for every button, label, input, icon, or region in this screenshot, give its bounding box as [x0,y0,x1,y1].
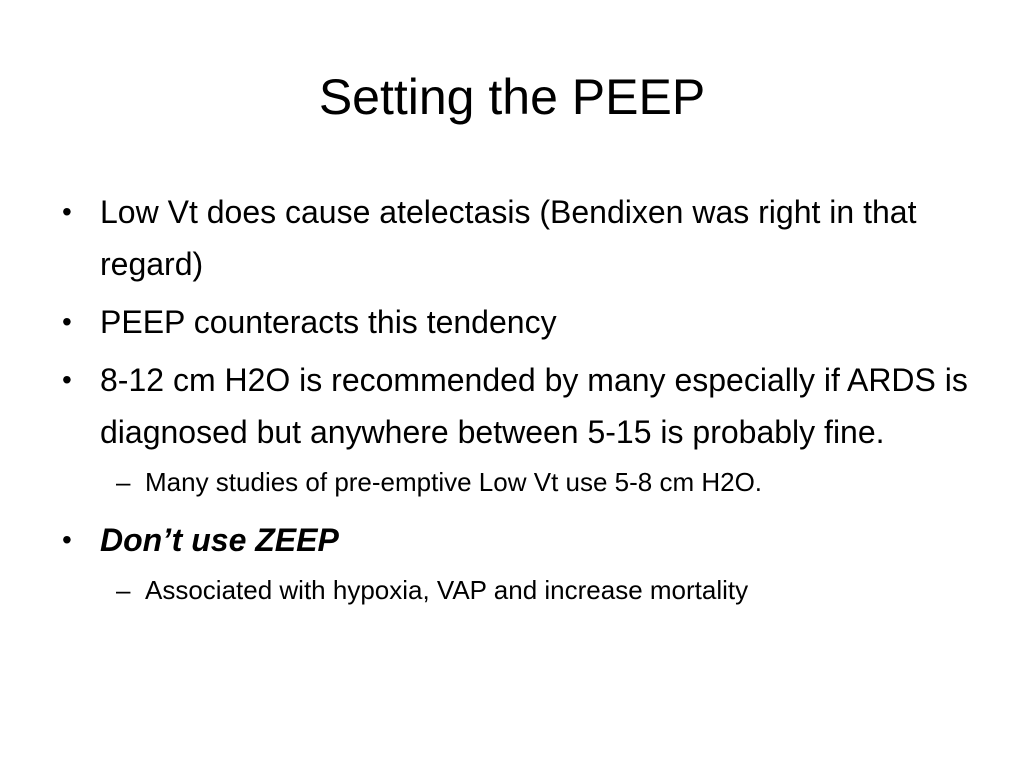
sub-bullet-associated [60,570,980,610]
sub-bullet-text: Many studies of pre-emptive Low Vt use 5-8 cm H2O. [145,467,763,497]
bullet-icon: • [62,524,72,555]
bullet-text: 8-12 cm H2O is recommended by many especially if ARDS is diagnosed but anywhere between 5-15 is probably fine. [100,362,968,450]
bullet-text: Low Vt does cause atelectasis (Bendixen was right in that regard) [100,194,917,282]
bullet-icon: • [62,364,72,395]
sub-bullet-studies [60,462,980,502]
bullet-list [60,186,980,622]
bullet-icon: • [62,306,72,337]
bullet-text: Don’t use ZEEP [100,522,339,558]
bullet-item-recommended-range [60,354,980,458]
dash-icon: – [116,575,131,605]
slide-title: Setting the PEEP [318,69,706,125]
bullet-item-peep [60,296,980,348]
bullet-item-low-vt [60,186,980,290]
sub-bullet-text: Associated with hypoxia, VAP and increase mortality [145,575,749,605]
bullet-text: PEEP counteracts this tendency [100,304,557,340]
dash-icon: – [116,467,131,497]
bullet-icon: • [62,196,72,227]
bullet-item-zeep [60,514,980,566]
